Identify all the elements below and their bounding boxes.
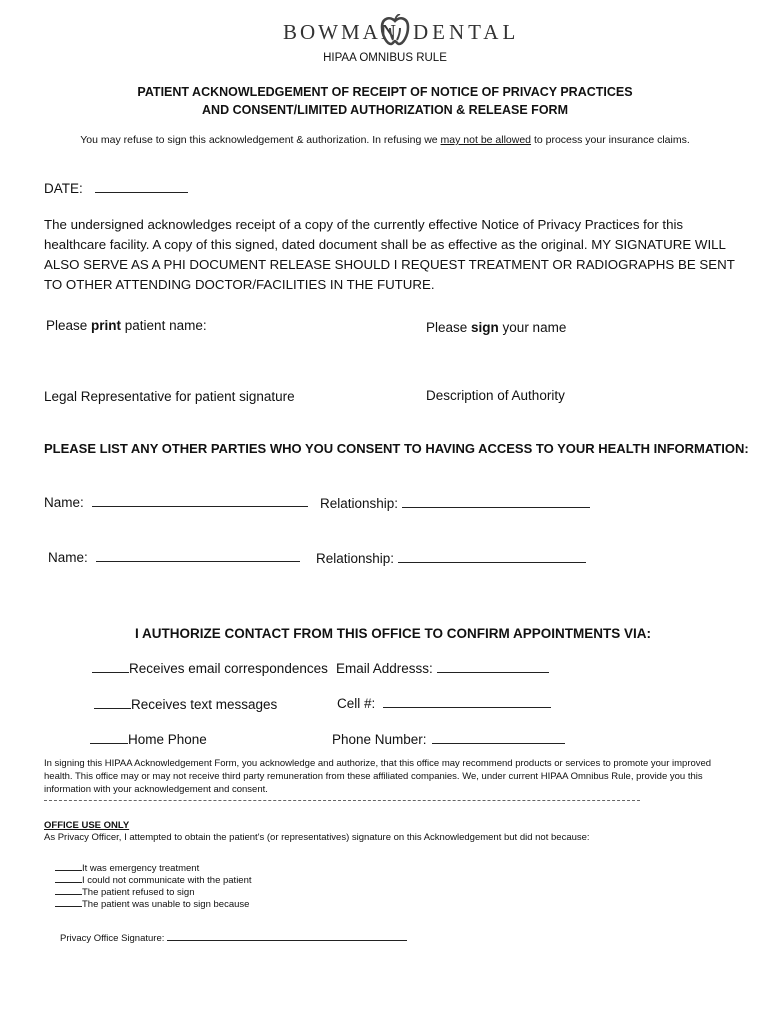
party1-name-line[interactable] xyxy=(92,494,308,507)
reason-emergency[interactable]: It was emergency treatment xyxy=(55,861,199,874)
reason-unable[interactable]: The patient was unable to sign because xyxy=(55,897,249,910)
reason-no-communication[interactable]: I could not communicate with the patient xyxy=(55,873,252,886)
phone-number-field[interactable]: Phone Number: xyxy=(332,731,565,747)
email-address-line[interactable] xyxy=(437,660,549,673)
reason-check-line[interactable] xyxy=(55,897,82,907)
logo-text-right: DENTAL xyxy=(413,20,520,44)
tooth-apple-icon xyxy=(380,14,410,46)
reason-refused[interactable]: The patient refused to sign xyxy=(55,885,195,898)
reason-check-line[interactable] xyxy=(55,885,82,895)
privacy-signature-line[interactable] xyxy=(167,931,407,941)
date-label: DATE: xyxy=(44,181,83,196)
text-option[interactable]: Receives text messages xyxy=(94,696,277,712)
phone-number-line[interactable] xyxy=(432,731,565,744)
contact-heading: I AUTHORIZE CONTACT FROM THIS OFFICE TO CONFIRM APPOINTMENTS VIA: xyxy=(135,626,651,641)
logo xyxy=(0,12,770,46)
email-address-field[interactable]: Email Addresss: xyxy=(336,660,549,676)
email-checkbox-line[interactable] xyxy=(92,660,129,673)
form-subtitle: HIPAA OMNIBUS RULE xyxy=(323,52,447,64)
privacy-officer-signature-field[interactable]: Privacy Office Signature: xyxy=(60,931,407,944)
reason-check-line[interactable] xyxy=(55,873,82,883)
party2-name-line[interactable] xyxy=(96,549,300,562)
party2-name-field[interactable]: Name: xyxy=(48,549,300,565)
reason-check-line[interactable] xyxy=(55,861,82,871)
home-phone-option[interactable]: Home Phone xyxy=(90,731,207,747)
authority-description-label: Description of Authority xyxy=(426,388,565,403)
refusal-notice: You may refuse to sign this acknowledgement & authorization. In refusing we may not be allowed to process your insurance claims. xyxy=(80,134,690,146)
date-field[interactable] xyxy=(44,180,188,196)
sign-name-field[interactable]: Please sign your name xyxy=(426,320,567,335)
email-option[interactable]: Receives email correspondences xyxy=(92,660,328,676)
logo-text-left: BOWMAN xyxy=(283,20,399,44)
parties-heading: PLEASE LIST ANY OTHER PARTIES WHO YOU CONSENT TO HAVING ACCESS TO YOUR HEALTH INFORMATION: xyxy=(44,441,749,456)
cell-number-line[interactable] xyxy=(383,695,551,708)
date-line[interactable] xyxy=(95,180,188,193)
party1-name-field[interactable]: Name: xyxy=(44,494,308,510)
phone-checkbox-line[interactable] xyxy=(90,731,128,744)
disclosure-text: In signing this HIPAA Acknowledgement Form, you acknowledge and authorize, that this office may recommend products or services to promote your improved health. This office may or may not receive third party remuneration from these affiliated companies. We, under current HIPAA Omnibus Rule, provide you this information with your acknowledgement and consent. xyxy=(44,758,712,795)
office-use-heading: OFFICE USE ONLY xyxy=(44,820,130,831)
party2-relationship-field[interactable]: Relationship: xyxy=(316,550,586,566)
divider xyxy=(44,800,640,801)
acknowledgement-paragraph: The undersigned acknowledges receipt of a copy of the currently effective Notice of Privacy Practices for this healthcare facility. A copy of this signed, dated document shall be as effective as the original. MY SIGNATURE WILL ALSO SERVE AS A PHI DOCUMENT RELEASE SHOULD I REQUEST TREATMENT OR RADIOGRAPHS BE SENT TO OTHER ATTENDING DOCTOR/FACILITIES IN THE FUTURE. xyxy=(44,217,735,292)
form-title-line2: AND CONSENT/LIMITED AUTHORIZATION & RELEASE FORM xyxy=(202,103,568,117)
print-name-field[interactable]: Please print patient name: xyxy=(46,318,207,333)
party1-relationship-field[interactable]: Relationship: xyxy=(320,495,590,511)
office-intro: As Privacy Officer, I attempted to obtain the patient's (or representatives) signature on this Acknowledgement but did not because: xyxy=(44,832,590,843)
form-title-line1: PATIENT ACKNOWLEDGEMENT OF RECEIPT OF NOTICE OF PRIVACY PRACTICES xyxy=(137,85,633,99)
legal-representative-label: Legal Representative for patient signature xyxy=(44,389,295,404)
party2-relationship-line[interactable] xyxy=(398,550,586,563)
text-checkbox-line[interactable] xyxy=(94,696,131,709)
cell-number-field[interactable]: Cell #: xyxy=(337,695,551,711)
party1-relationship-line[interactable] xyxy=(402,495,590,508)
